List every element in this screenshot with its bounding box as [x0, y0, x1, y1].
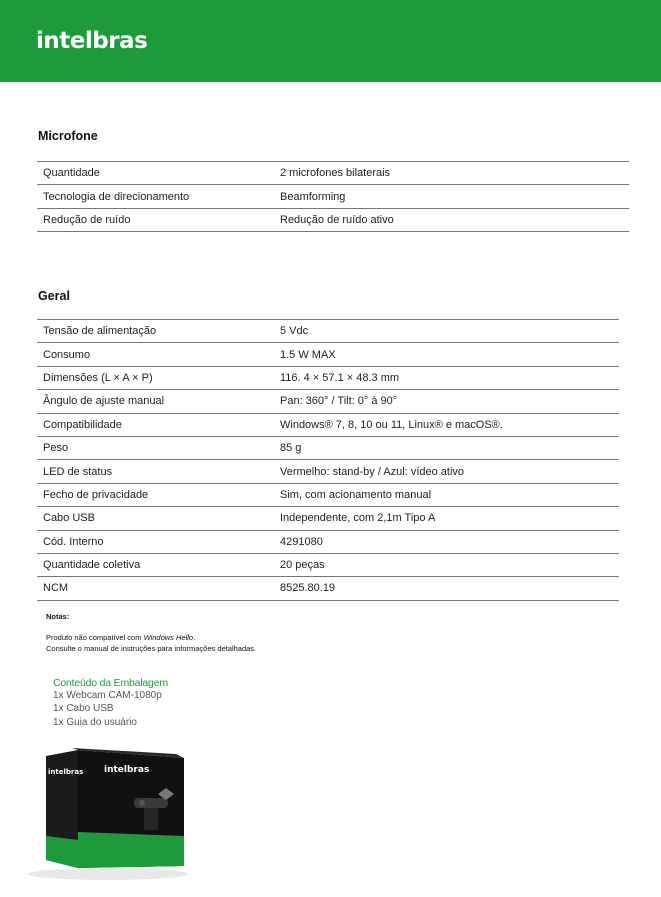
spec-label: Cabo USB	[37, 507, 274, 530]
notes-line-compat	[46, 633, 195, 642]
brand-logo: intelbras	[36, 28, 148, 54]
package-item: 1x Webcam CAM-1080p	[53, 690, 162, 701]
package-item: 1x Guia do usuário	[53, 717, 137, 728]
microfone-table	[37, 161, 629, 232]
spec-label: Compatibilidade	[37, 413, 274, 436]
box-side-brand: intelbras	[48, 768, 84, 776]
package-title: Conteúdo da Embalagem	[53, 677, 168, 689]
spec-label: Cód. Interno	[37, 530, 274, 553]
spec-label: Quantidade coletiva	[37, 553, 274, 576]
table-row	[37, 577, 619, 600]
spec-value: Beamforming	[274, 185, 629, 208]
spec-value: Vermelho: stand-by / Azul: vídeo ativo	[274, 460, 619, 483]
table-row	[37, 413, 619, 436]
spec-value: 116. 4 × 57.1 × 48.3 mm	[274, 366, 619, 389]
spec-label: Dimensões (L × A × P)	[37, 366, 274, 389]
notes-line-compat-emph: Windows Hello	[143, 633, 194, 642]
notes-line-compat-prefix: Produto não compatível com	[46, 633, 144, 642]
notes-line-compat-suffix: .	[193, 633, 196, 642]
table-row	[37, 343, 619, 366]
table-row	[37, 553, 619, 576]
table-row	[37, 162, 629, 185]
spec-value: 2 microfones bilaterais	[274, 162, 629, 185]
spec-label: Ângulo de ajuste manual	[37, 390, 274, 413]
section-title-microfone: Microfone	[38, 129, 98, 143]
spec-value: Sim, com acionamento manual	[274, 483, 619, 506]
table-row	[37, 483, 619, 506]
spec-value: 20 peças	[274, 553, 619, 576]
spec-label: Quantidade	[37, 162, 274, 185]
table-row	[37, 460, 619, 483]
table-row	[37, 390, 619, 413]
spec-value: Independente, com 2,1m Tipo A	[274, 507, 619, 530]
product-box-image	[26, 748, 188, 880]
table-row	[37, 530, 619, 553]
spec-value: 4291080	[274, 530, 619, 553]
box-front-brand: intelbras	[104, 765, 150, 775]
section-title-geral: Geral	[38, 289, 70, 303]
spec-value: 85 g	[274, 436, 619, 459]
spec-value: 5 Vdc	[274, 320, 619, 343]
spec-value: 8525.80.19	[274, 577, 619, 600]
geral-table	[37, 319, 619, 601]
table-row	[37, 366, 619, 389]
table-row	[37, 436, 619, 459]
notes-line-manual: Consulte o manual de instruções para informações detalhadas.	[46, 644, 257, 653]
table-row	[37, 208, 629, 231]
table-row	[37, 507, 619, 530]
spec-label: NCM	[37, 577, 274, 600]
table-row	[37, 185, 629, 208]
package-item: 1x Cabo USB	[53, 703, 114, 714]
spec-label: Redução de ruído	[37, 208, 274, 231]
spec-label: Tecnologia de direcionamento	[37, 185, 274, 208]
spec-label: Fecho de privacidade	[37, 483, 274, 506]
notes-title: Notas:	[46, 612, 70, 621]
header-bar	[0, 0, 661, 82]
spec-value: Pan: 360° / Tilt: 0° à 90°	[274, 390, 619, 413]
spec-value: Windows® 7, 8, 10 ou 11, Linux® e macOS®.	[274, 413, 619, 436]
spec-value: Redução de ruído ativo	[274, 208, 629, 231]
spec-label: LED de status	[37, 460, 274, 483]
spec-label: Tensão de alimentação	[37, 320, 274, 343]
spec-label: Peso	[37, 436, 274, 459]
spec-value: 1.5 W MAX	[274, 343, 619, 366]
table-row	[37, 320, 619, 343]
spec-label: Consumo	[37, 343, 274, 366]
